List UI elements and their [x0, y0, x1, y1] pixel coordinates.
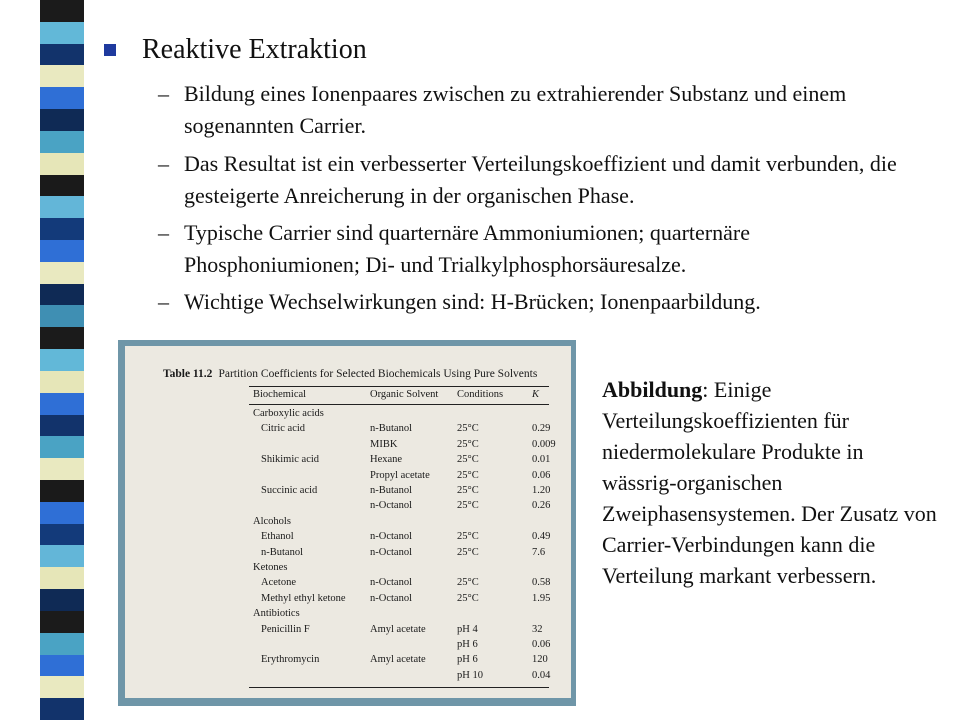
table-cell-conditions: 25°C: [457, 469, 479, 481]
table-cell-conditions: 25°C: [457, 577, 479, 589]
bullet-text: Typische Carrier sind quarternäre Ammoniumionen; quarternäre Phosphoniumionen; Di- und Trialkylphosphorsäuresalze.: [184, 220, 750, 277]
table-caption: Partition Coefficients for Selected Biochemicals Using Pure Solvents: [218, 368, 538, 380]
table-cell-conditions: 25°C: [457, 592, 479, 604]
stripe-segment: [40, 480, 84, 502]
table-cell-biochemical: Erythromycin: [261, 654, 320, 666]
table-cell-solvent: n-Octanol: [370, 531, 412, 543]
table-cell-solvent: MIBK: [370, 438, 398, 450]
table-scan-image: [118, 340, 576, 706]
table-title: [163, 368, 537, 380]
table-cell-k: 120: [532, 654, 548, 666]
bullet-text: Das Resultat ist ein verbesserter Verteilungskoeffizient und damit verbunden, die gesteigerte Anreicherung in der organischen Phase.: [184, 151, 897, 208]
stripe-segment: [40, 349, 84, 371]
stripe-segment: [40, 44, 84, 66]
table-cell-k: 0.06: [532, 639, 551, 650]
table-cell-solvent: n-Butanol: [370, 485, 412, 496]
header-solvent: Organic Solvent: [370, 389, 439, 400]
table-cell-solvent: Amyl acetate: [370, 654, 426, 666]
stripe-segment: [40, 218, 84, 240]
table-rule-header: [249, 404, 549, 405]
stripe-segment: [40, 611, 84, 633]
table-cell-solvent: Hexane: [370, 454, 403, 466]
table-cell-conditions: pH 4: [457, 623, 478, 635]
table-cell-k: 1.20: [532, 485, 551, 496]
table-label: Table 11.2: [163, 368, 213, 380]
stripe-segment: [40, 284, 84, 306]
table-cell-k: 1.95: [532, 592, 551, 604]
table-cell-k: 32: [532, 623, 543, 635]
stripe-segment: [40, 240, 84, 262]
decorative-stripe-bar: [0, 0, 110, 720]
table-cell-solvent: Propyl acetate: [370, 469, 430, 481]
figure-caption: [602, 374, 942, 591]
table-rule-bottom: [249, 687, 549, 688]
table-cell-biochemical: Acetone: [261, 577, 296, 589]
stripe-segment: [40, 153, 84, 175]
bullet-item: [158, 217, 918, 281]
table-cell-biochemical: Methyl ethyl ketone: [261, 592, 346, 604]
table-group-label: Ketones: [253, 562, 288, 573]
header-k: K: [532, 389, 540, 400]
dash-bullet-icon: –: [158, 289, 169, 314]
bullet-text: Wichtige Wechselwirkungen sind: H-Brücken; Ionenpaarbildung.: [184, 289, 761, 314]
table-cell-k: 0.01: [532, 454, 551, 466]
table-cell-solvent: n-Butanol: [370, 423, 412, 435]
stripe-segment: [40, 567, 84, 589]
slide-heading: [104, 34, 367, 66]
table-group-label: Carboxylic acids: [253, 408, 324, 419]
stripe-segment: [40, 175, 84, 197]
stripe-segment: [40, 633, 84, 655]
table-cell-conditions: 25°C: [457, 438, 479, 450]
stripe-segment: [40, 87, 84, 109]
table-cell-solvent: n-Octanol: [370, 546, 412, 558]
stripe-segment: [40, 458, 84, 480]
stripe-segment: [40, 502, 84, 524]
stripe-segment: [40, 524, 84, 546]
table-cell-k: 0.04: [532, 669, 551, 681]
header-conditions: Conditions: [457, 389, 504, 400]
stripe-segment: [40, 436, 84, 458]
bullet-item: [158, 286, 918, 318]
bullet-text: Bildung eines Ionenpaares zwischen zu extrahierender Substanz und einem sogenannten Carrier.: [184, 81, 847, 138]
stripe-segment: [40, 415, 84, 437]
stripe-segment: [40, 196, 84, 218]
caption-label: Abbildung: [602, 377, 703, 402]
table-cell-conditions: 25°C: [457, 423, 479, 435]
table-paper: [125, 346, 571, 698]
table-cell-conditions: 25°C: [457, 454, 479, 466]
table-cell-k: 0.58: [532, 577, 551, 589]
stripe-segment: [40, 698, 84, 720]
caption-text: : Einige Verteilungskoeffizienten für niedermolekulare Produkte in wässrig-organischen Zweiphasensystemen. Der Zusatz von Carrier-Verbindungen kann die Verteilung markant verbessern.: [602, 377, 937, 588]
table-cell-conditions: 25°C: [457, 485, 479, 496]
bullet-item: [158, 78, 918, 142]
table-cell-conditions: 25°C: [457, 546, 479, 558]
table-cell-k: 0.009: [532, 438, 556, 450]
table-cell-conditions: pH 10: [457, 669, 483, 681]
table-cell-solvent: n-Octanol: [370, 592, 412, 604]
stripe-segment: [40, 545, 84, 567]
table-cell-biochemical: Succinic acid: [261, 485, 318, 496]
square-bullet-icon: [104, 44, 116, 56]
table-group-label: Alcohols: [253, 515, 291, 527]
table-cell-k: 7.6: [532, 546, 546, 558]
stripe-segment: [40, 305, 84, 327]
stripe-segment: [40, 655, 84, 677]
table-cell-k: 0.29: [532, 423, 551, 435]
table-cell-conditions: pH 6: [457, 639, 478, 650]
table-cell-biochemical: Shikimic acid: [261, 454, 320, 466]
table-cell-k: 0.06: [532, 469, 551, 481]
dash-bullet-icon: –: [158, 220, 169, 245]
table-cell-conditions: 25°C: [457, 531, 479, 543]
dash-bullet-icon: –: [158, 151, 169, 176]
stripe-segment: [40, 131, 84, 153]
slide-title: Reaktive Extraktion: [142, 34, 367, 65]
table-cell-k: 0.26: [532, 500, 551, 512]
stripe-segment: [40, 262, 84, 284]
stripe-segment: [40, 65, 84, 87]
table-cell-conditions: 25°C: [457, 500, 479, 512]
stripe-segment: [40, 327, 84, 349]
stripe-segment: [40, 109, 84, 131]
table-cell-biochemical: Citric acid: [261, 423, 306, 435]
stripe-segment: [40, 22, 84, 44]
table-cell-solvent: n-Octanol: [370, 500, 412, 512]
dash-bullet-icon: –: [158, 81, 169, 106]
table-cell-solvent: Amyl acetate: [370, 623, 426, 635]
table-cell-k: 0.49: [532, 531, 551, 543]
stripe-segment: [40, 676, 84, 698]
header-biochemical: Biochemical: [253, 389, 307, 400]
stripe-segment: [40, 0, 84, 22]
stripe-segment: [40, 589, 84, 611]
table-cell-biochemical: Ethanol: [261, 531, 294, 543]
table-cell-solvent: n-Octanol: [370, 577, 412, 589]
table-rule-top: [249, 386, 549, 387]
table-cell-conditions: pH 6: [457, 654, 478, 666]
table-group-label: Antibiotics: [253, 608, 300, 620]
stripe-segment: [40, 371, 84, 393]
stripe-segment: [40, 393, 84, 415]
table-cell-biochemical: Penicillin F: [261, 623, 310, 635]
table-cell-biochemical: n-Butanol: [261, 546, 303, 558]
bullet-item: [158, 148, 918, 212]
